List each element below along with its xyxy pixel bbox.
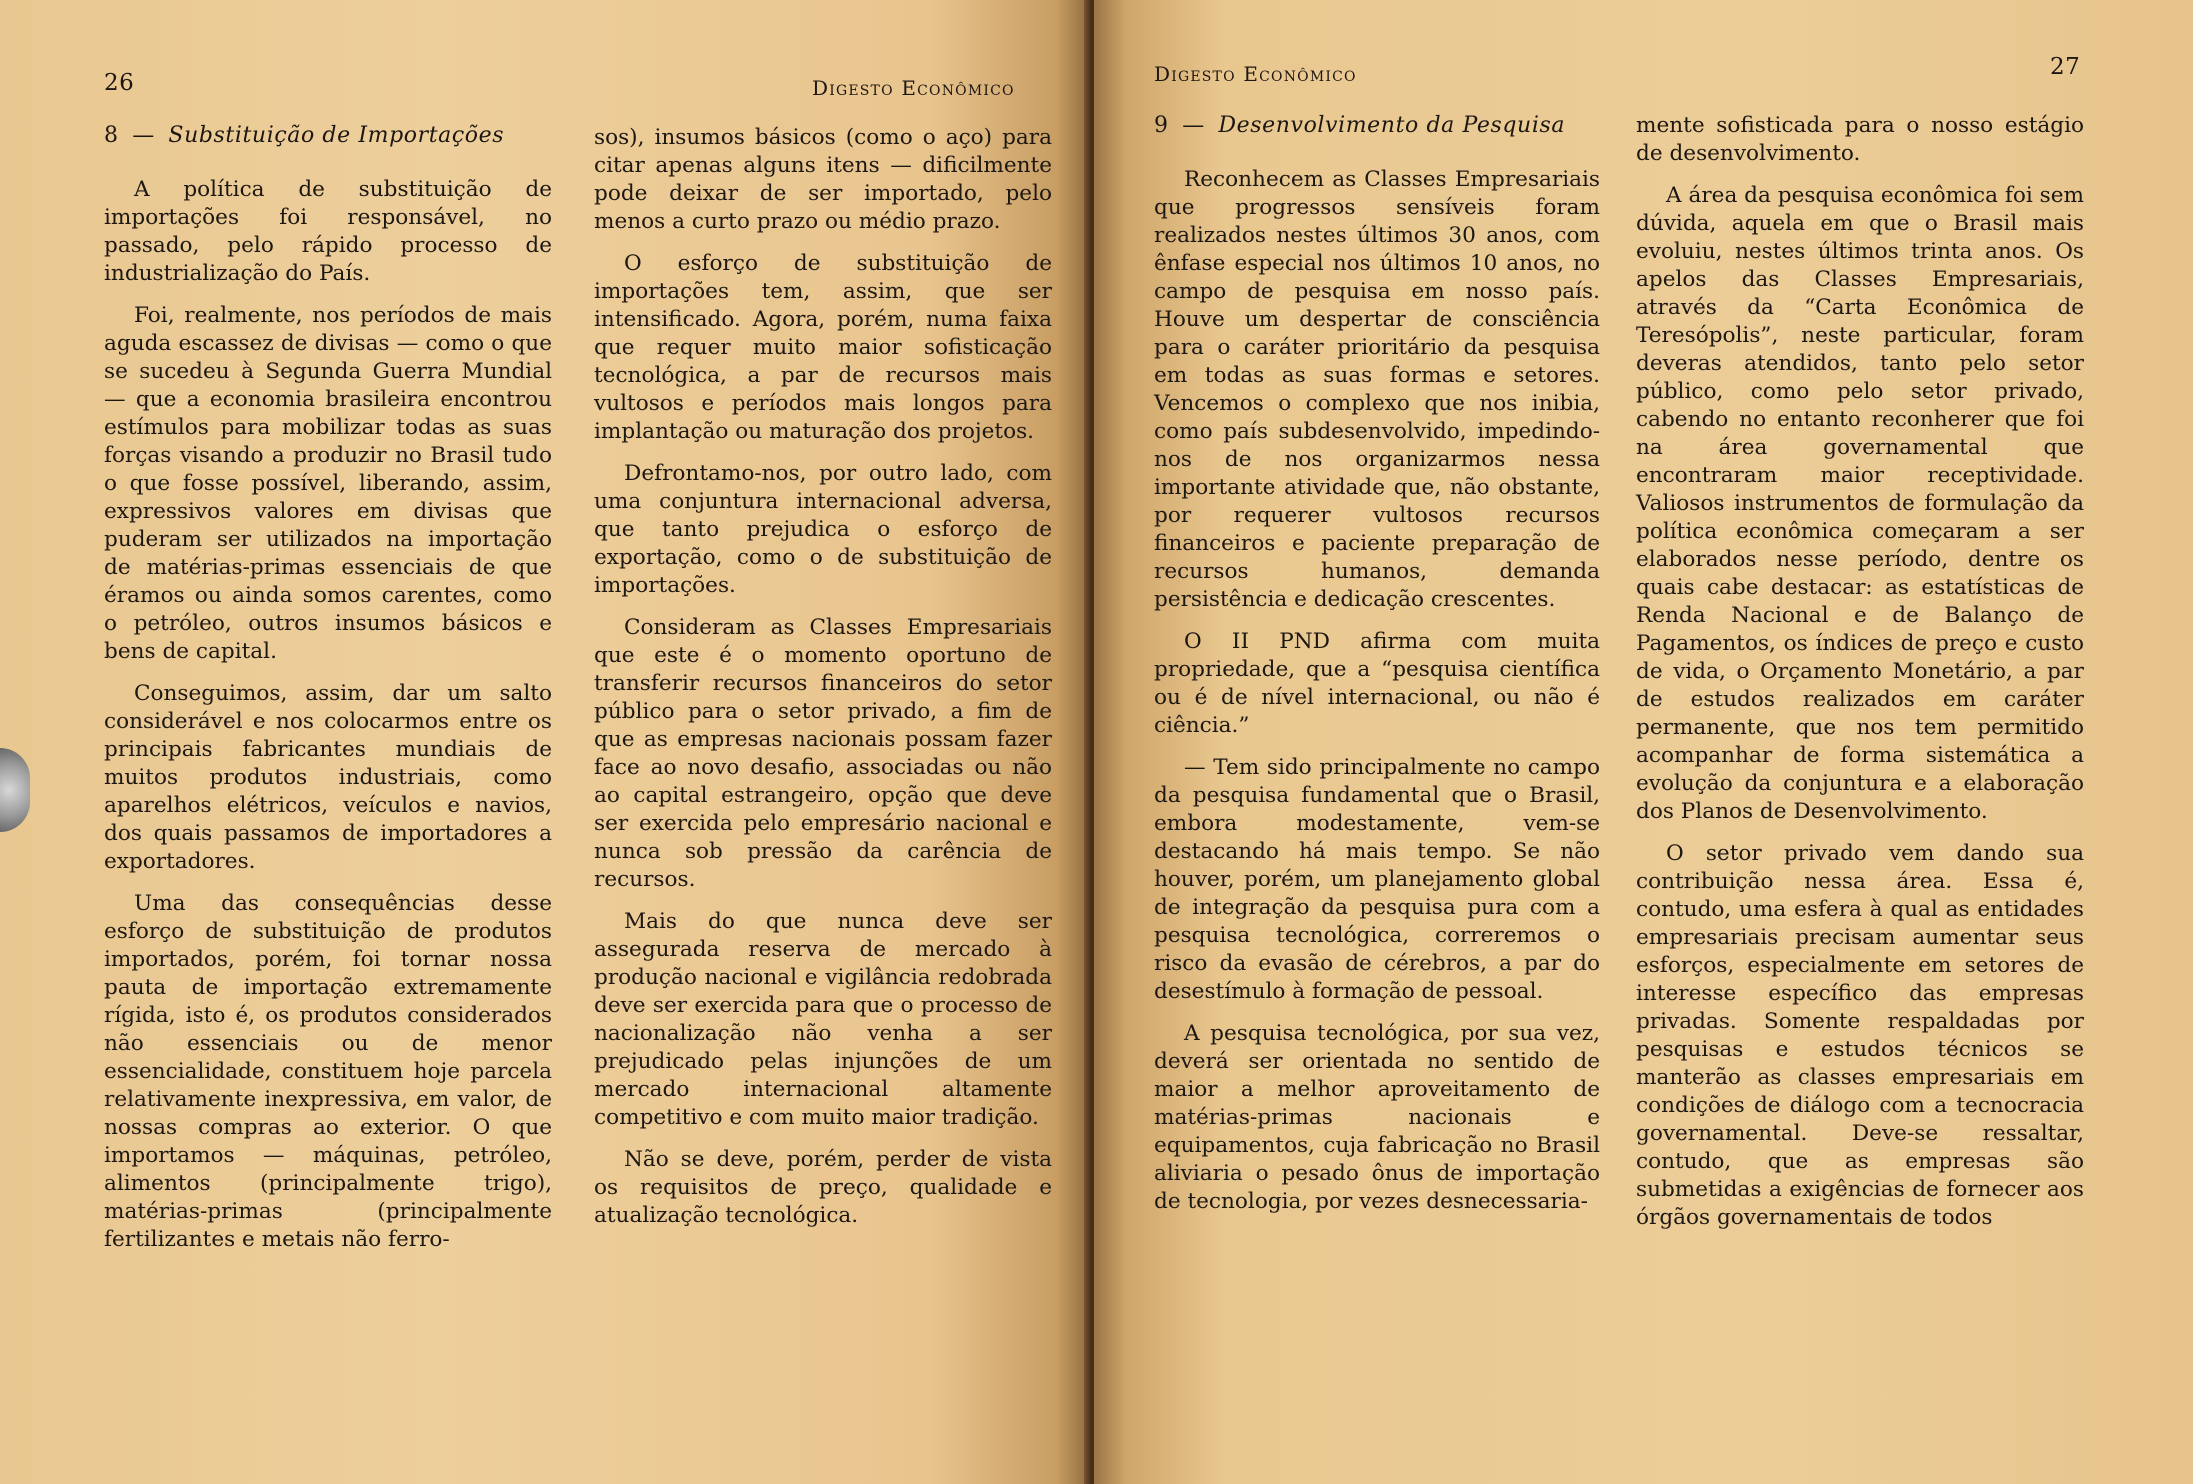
section-8-heading (104, 122, 552, 150)
right-page-number: 27 (2050, 54, 2081, 80)
paragraph: Uma das consequências desse esforço de substituição de produtos importados, porém, foi tornar nossa pauta de importação extremamente rígida, isto é, os produtos considerados não essenciais ou de menor essencialidade, constituem hoje parcela relativamente inexpressiva, em valor, de nossas compras ao exterior. O que importamos — máquinas, petróleo, alimentos (principalmente trigo), matérias-primas (principalmente fertilizantes e metais não ferro- (104, 891, 552, 1252)
paragraph: O setor privado vem dando sua contribuição nessa área. Essa é, contudo, uma esfera à qual as entidades empresariais precisam aumentar seus esforços, especialmente em setores de interesse específico das empresas privadas. Somente respaldadas por pesquisas e estudos técnicos se manterão as classes empresariais em condições de diálogo com a tecnocracia governamental. Deve-se ressaltar, contudo, que as empresas são submetidas a exigências de fornecer aos órgãos governamentais de todos (1636, 841, 2084, 1230)
paragraph: Consideram as Classes Empresariais que este é o momento oportuno de transferir recursos financeiros do setor público para o setor privado, a fim de que as empresas nacionais possam fazer face ao novo desafio, associadas ou não ao capital estrangeiro, opção que deve ser exercida pelo empresário nacional e nunca sob pressão da carência de recursos. (594, 615, 1052, 892)
section-number: 8 (104, 123, 119, 148)
paragraph: — Tem sido principalmente no campo da pesquisa fundamental que o Brasil, embora modestamente, vem-se destacando há mais tempo. Se não houver, porém, um planejamento global de integração da pesquisa pura com a pesquisa tecnológica, correremos o risco da evasão de cérebros, a par do desestímulo à formação de pessoal. (1154, 755, 1600, 1004)
paragraph: Conseguimos, assim, dar um salto considerável e nos colocarmos entre os principais fabricantes mundiais de muitos produtos industriais, como aparelhos elétricos, veículos e navios, dos quais passamos de importadores a exportadores. (104, 681, 552, 874)
right-page (1094, 0, 2193, 1484)
paragraph: mente sofisticada para o nosso estágio de desenvolvimento. (1636, 113, 2084, 166)
paragraph: Reconhecem as Classes Empresariais que progressos sensíveis foram realizados nestes últimos 30 anos, com ênfase especial nos últimos 10 anos, no campo de pesquisa em nosso país. Houve um despertar de consciência para o caráter prioritário da pesquisa em todas as suas formas e setores. Vencemos o complexo que nos inibia, como país subdesenvolvido, impedindo-nos de nos organizarmos nessa importante atividade que, não obstante, por requerer vultosos recursos financeiros e paciente preparação de recursos humanos, demanda persistência e dedicação crescentes. (1154, 167, 1600, 612)
section-number: 9 (1154, 113, 1169, 138)
paragraph: A área da pesquisa econômica foi sem dúvida, aquela em que o Brasil mais evoluiu, nestes últimos trinta anos. Os apelos das Classes Empresariais, através da “Carta Econômica de Teresópolis”, neste particular, foram deveras atendidos, tanto pelo setor público, como pelo setor privado, cabendo no entanto reconherer que foi na área governamental que encontraram maior receptividade. Valiosos instrumentos de formulação da política econômica começaram a ser elaborados nesse período, dentre os quais cabe destacar: as estatísticas de Renda Nacional e de Balanço de Pagamentos, os índices de preço e custo de vida, o Orçamento Monetário, a par de estudos realizados em caráter permanente, que nos tem permitido acompanhar de forma sistemática a evolução da conjuntura e a elaboração dos Planos de Desenvolvimento. (1636, 183, 2084, 824)
section-dash: — (1182, 113, 1205, 138)
paragraph: Defrontamo-nos, por outro lado, com uma conjuntura internacional adversa, que tanto prejudica o esforço de exportação, como o de substituição de importações. (594, 461, 1052, 598)
right-column-1 (1154, 112, 1600, 1230)
paragraph: O II PND afirma com muita propriedade, que a “pesquisa científica ou é de nível internacional, ou não é ciência.” (1154, 629, 1600, 738)
left-page-number: 26 (104, 70, 135, 96)
section-9-heading (1154, 112, 1600, 140)
section-dash: — (132, 123, 155, 148)
left-column-2 (594, 124, 1052, 1244)
paragraph: O esforço de substituição de importações tem, assim, que ser intensificado. Agora, porém, numa faixa que requer muito maior sofisticação tecnológica, a par de recursos mais vultosos e períodos mais longos para implantação ou maturação dos projetos. (594, 251, 1052, 444)
paragraph: Foi, realmente, nos períodos de mais aguda escassez de divisas — como o que se sucedeu à Segunda Guerra Mundial — que a economia brasileira encontrou estímulos para mobilizar todas as suas forças visando a produzir no Brasil tudo o que fosse possível, liberando, assim, expressivos valores em divisas que puderam ser utilizados na importação de matérias-primas essenciais de que éramos ou ainda somos carentes, como o petróleo, outros insumos básicos e bens de capital. (104, 303, 552, 664)
left-running-head: Digesto Econômico (812, 76, 1015, 100)
left-column-1 (104, 122, 552, 1268)
paragraph: A política de substituição de importações foi responsável, no passado, pelo rápido processo de industrialização do País. (104, 177, 552, 286)
section-title: Substituição de Importações (168, 123, 505, 148)
right-running-head: Digesto Econômico (1154, 62, 1357, 86)
paragraph: Não se deve, porém, perder de vista os requisitos de preço, qualidade e atualização tecnológica. (594, 1147, 1052, 1228)
right-column-2 (1636, 112, 2084, 1246)
paragraph: sos), insumos básicos (como o aço) para citar apenas alguns itens — dificilmente pode deixar de ser importado, pelo menos a curto prazo ou médio prazo. (594, 125, 1052, 234)
paragraph: Mais do que nunca deve ser assegurada reserva de mercado à produção nacional e vigilância redobrada deve ser exercida para que o processo de nacionalização não venha a ser prejudicado pelas injunções de um mercado internacional altamente competitivo e com muito maior tradição. (594, 909, 1052, 1130)
section-title: Desenvolvimento da Pesquisa (1218, 113, 1566, 138)
left-page (0, 0, 1090, 1484)
paragraph: A pesquisa tecnológica, por sua vez, deverá ser orientada no sentido de maior a melhor aproveitamento de matérias-primas nacionais e equipamentos, cuja fabricação no Brasil aliviaria o pesado ônus de importação de tecnologia, por vezes desnecessaria- (1154, 1021, 1600, 1214)
